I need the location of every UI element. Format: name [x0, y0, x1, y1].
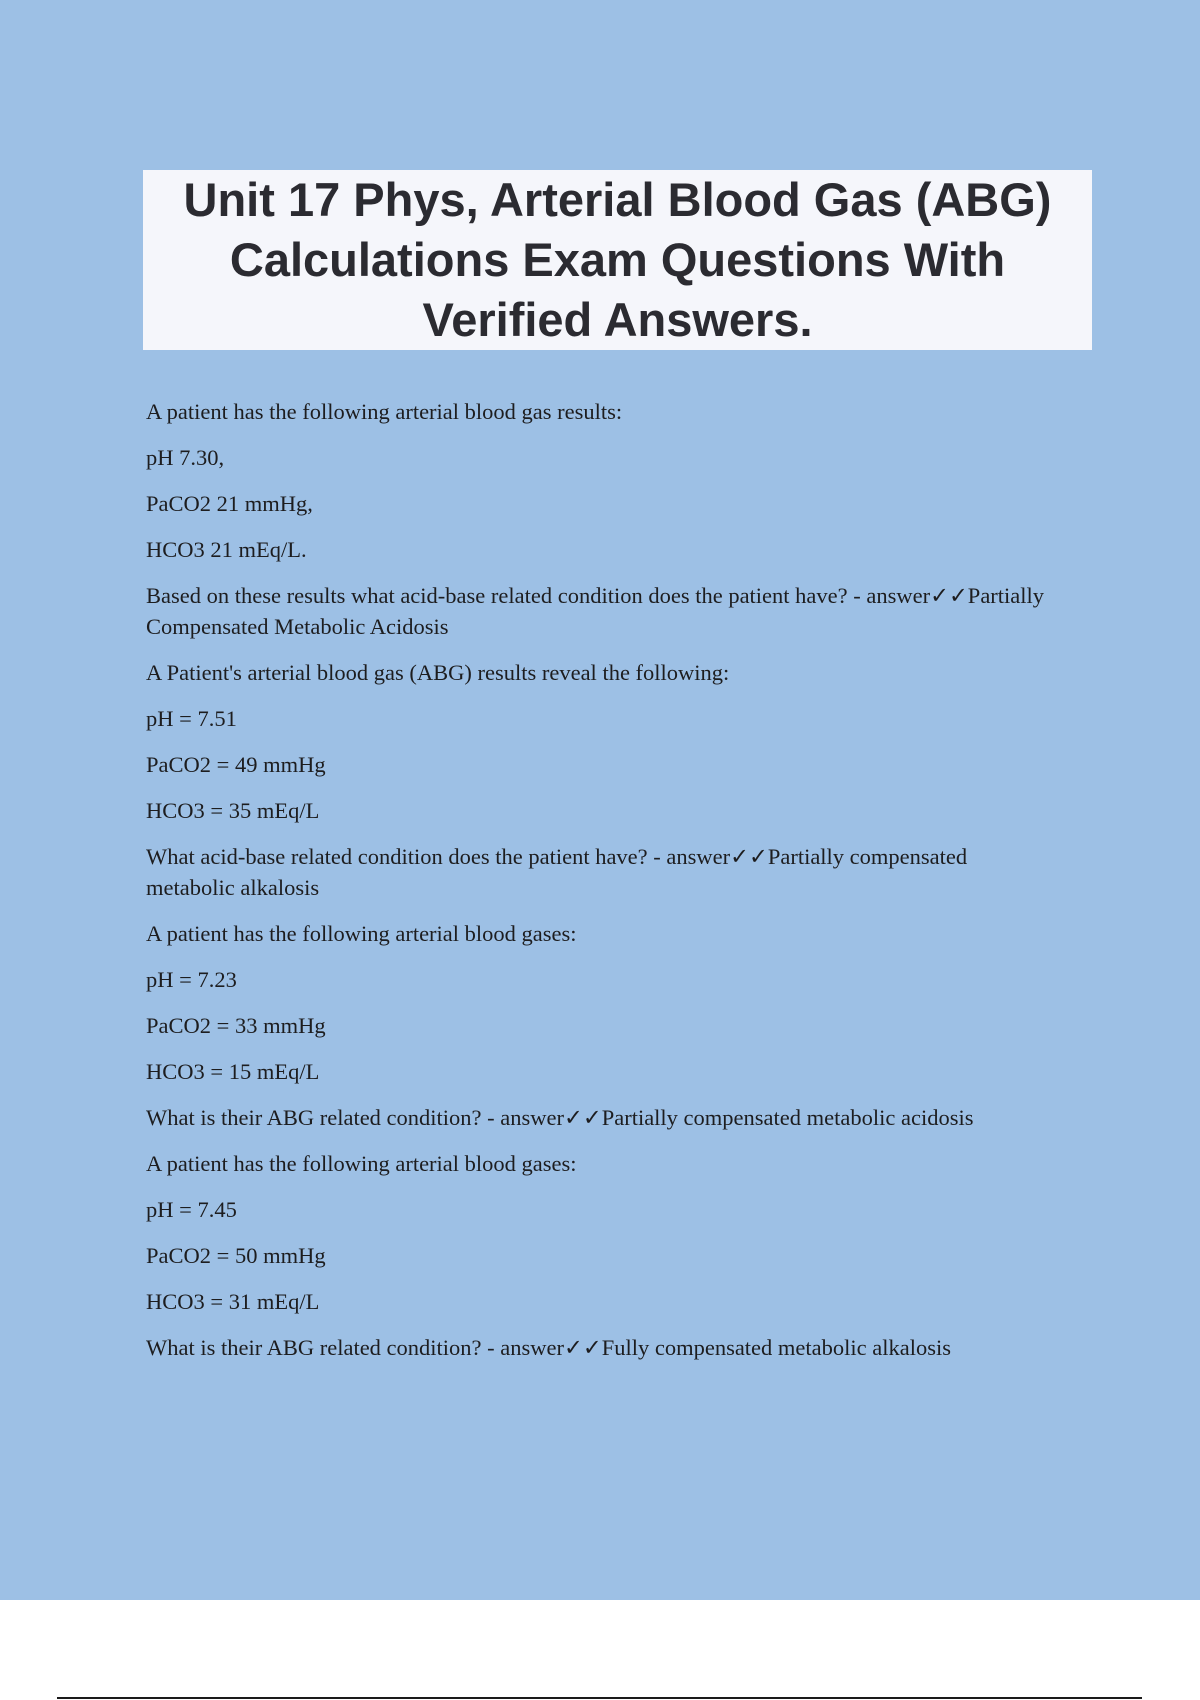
ph-value: pH = 7.23: [146, 967, 237, 992]
ph-value: pH = 7.51: [146, 706, 237, 731]
question-answer: What is their ABG related condition? - answer✓✓Partially compensated metabolic acidosis: [146, 1105, 974, 1130]
document-title: Unit 17 Phys, Arterial Blood Gas (ABG) Calculations Exam Questions With Verified Answers.: [183, 173, 1052, 346]
ph-value: pH 7.30,: [146, 445, 225, 470]
question-block-4: [146, 1148, 1046, 1363]
question-intro: A patient has the following arterial blood gases:: [146, 1151, 577, 1176]
paco2-value: PaCO2 = 50 mmHg: [146, 1243, 326, 1268]
question-block-1: [146, 396, 1046, 642]
footer-divider: [57, 1697, 1142, 1699]
question-answer: What is their ABG related condition? - answer✓✓Fully compensated metabolic alkalosis: [146, 1335, 952, 1360]
paco2-value: PaCO2 = 49 mmHg: [146, 752, 326, 777]
question-intro: A patient has the following arterial blood gas results:: [146, 399, 623, 424]
hco3-value: HCO3 = 15 mEq/L: [146, 1059, 320, 1084]
question-answer: Based on these results what acid-base related condition does the patient have? - answer✓✓Partially Compensated Metabolic Acidosis: [146, 583, 1045, 639]
question-intro: A patient has the following arterial blood gases:: [146, 921, 577, 946]
question-intro: A Patient's arterial blood gas (ABG) results reveal the following:: [146, 660, 730, 685]
hco3-value: HCO3 = 35 mEq/L: [146, 798, 320, 823]
ph-value: pH = 7.45: [146, 1197, 237, 1222]
question-answer: What acid-base related condition does the patient have? - answer✓✓Partially compensated metabolic alkalosis: [146, 844, 968, 900]
paco2-value: PaCO2 21 mmHg,: [146, 491, 313, 516]
hco3-value: HCO3 21 mEq/L.: [146, 537, 307, 562]
hco3-value: HCO3 = 31 mEq/L: [146, 1289, 320, 1314]
document-content: [146, 396, 1046, 1378]
question-block-3: [146, 918, 1046, 1133]
title-box: [143, 170, 1092, 350]
question-block-2: [146, 657, 1046, 903]
paco2-value: PaCO2 = 33 mmHg: [146, 1013, 326, 1038]
